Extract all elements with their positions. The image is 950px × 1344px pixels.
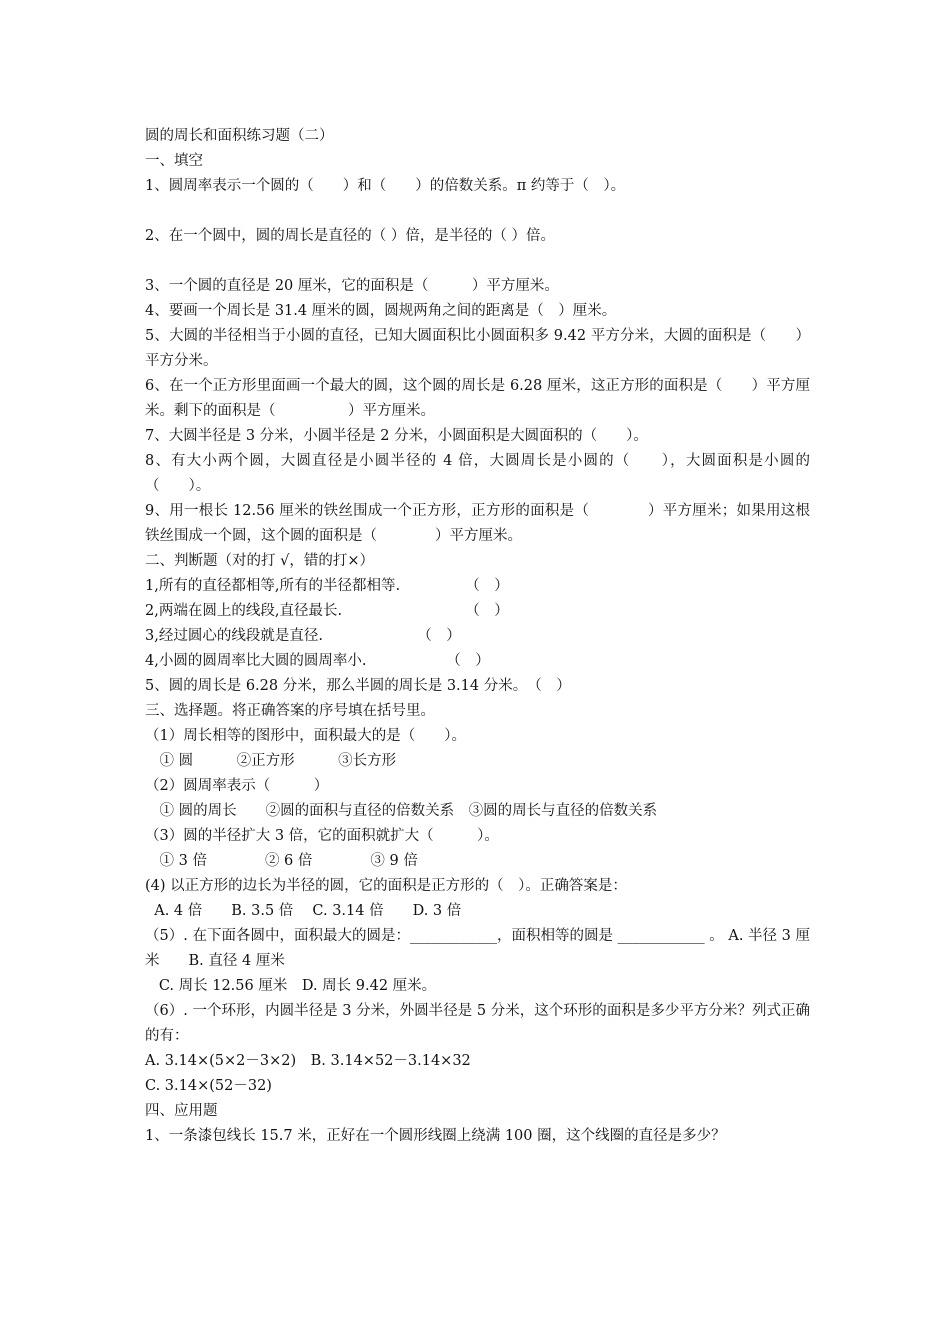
section-judge-heading: 二、判断题（对的打 √，错的打×） (145, 553, 374, 569)
choice-question-6: （6）. 一个环形，内圆半径是 3 分米，外圆半径是 5 分米，这个环形的面积是多少平方分米？列式正确的有： (145, 1003, 810, 1044)
blank-gap (145, 249, 810, 274)
choice-question-3: （3）圆的半径扩大 3 倍，它的面积就扩大（ ）。 (145, 828, 499, 844)
worksheet-page (145, 124, 810, 1149)
judge-question-1: 1,所有的直径都相等,所有的半径都相等. （ ） (145, 578, 509, 594)
judge-question-4: 4,小圆的圆周率比大圆的圆周率小. （ ） (145, 653, 490, 669)
judge-question-5: 5、圆的周长是 6.28 分米，那么半圆的周长是 3.14 分米。 （ ） (145, 678, 571, 694)
fill-question-7: 7、大圆半径是 3 分米，小圆半径是 2 分米，小圆面积是大圆面积的（ ）。 (145, 428, 648, 444)
choice-options-6-ab: A. 3.14×(5×2－3×2) B. 3.14×52－3.14×32 (145, 1053, 471, 1069)
fill-question-8: 8、有大小两个圆，大圆直径是小圆半径的 4 倍，大圆周长是小圆的（ ），大圆面积是小圆的（ ）。 (145, 453, 810, 494)
fill-question-2: 2、在一个圆中，圆的周长是直径的（ ）倍，是半径的（ ）倍。 (145, 228, 555, 244)
worksheet-title: 圆的周长和面积练习题（二） (145, 128, 334, 144)
choice-options-6-c: C. 3.14×(52－32) (145, 1078, 272, 1094)
fill-question-6: 6、在一个正方形里面画一个最大的圆，这个圆的周长是 6.28 厘米，这正方形的面积是（ ）平方厘米。剩下的面积是（ ）平方厘米。 (145, 378, 810, 419)
fill-question-4: 4、要画一个周长是 31.4 厘米的圆，圆规两角之间的距离是（ ）厘米。 (145, 303, 617, 319)
fill-question-1: 1、圆周率表示一个圆的（ ）和（ ）的倍数关系。π 约等于（ ）。 (145, 178, 626, 194)
fill-question-9: 9、用一根长 12.56 厘米的铁丝围成一个正方形，正方形的面积是（ ）平方厘米；如果用这根铁丝围成一个圆，这个圆的面积是（ ）平方厘米。 (145, 503, 810, 544)
blank-gap (145, 199, 810, 224)
judge-question-2: 2,两端在圆上的线段,直径最长. （ ） (145, 603, 509, 619)
fill-question-5: 5、大圆的半径相当于小圆的直径，已知大圆面积比小圆面积多 9.42 平方分米，大圆的面积是（ ）平方分米。 (145, 328, 810, 369)
choice-options-1: ① 圆 ②正方形 ③长方形 (145, 753, 397, 769)
choice-options-2: ① 圆的周长 ②圆的面积与直径的倍数关系 ③圆的周长与直径的倍数关系 (145, 803, 658, 819)
judge-question-3: 3,经过圆心的线段就是直径. （ ） (145, 628, 461, 644)
choice-question-2: （2）圆周率表示（ ） (145, 778, 329, 794)
section-apply-heading: 四、应用题 (145, 1103, 218, 1119)
choice-question-5: （5）. 在下面各圆中，面积最大的圆是：____________，面积相等的圆是 ____________ 。 A. 半径 3 厘米 B. 直径 4 厘米 (145, 928, 810, 969)
choice-question-4: (4) 以正方形的边长为半径的圆，它的面积是正方形的（ ）。正确答案是： (145, 878, 627, 894)
apply-question-1: 1、一条漆包线长 15.7 米，正好在一个圆形线圈上绕满 100 圈，这个线圈的直径是多少？ (145, 1128, 726, 1144)
section-choice-heading: 三、选择题。将正确答案的序号填在括号里。 (145, 703, 435, 719)
choice-options-5: C. 周长 12.56 厘米 D. 周长 9.42 厘米。 (145, 978, 437, 994)
choice-options-4: A. 4 倍 B. 3.5 倍 C. 3.14 倍 D. 3 倍 (145, 903, 462, 919)
section-fill-heading: 一、填空 (145, 153, 203, 169)
choice-question-1: （1）周长相等的图形中，面积最大的是（ ）。 (145, 728, 466, 744)
fill-question-3: 3、一个圆的直径是 20 厘米，它的面积是（ ）平方厘米。 (145, 278, 559, 294)
choice-options-3: ① 3 倍 ② 6 倍 ③ 9 倍 (145, 853, 418, 869)
